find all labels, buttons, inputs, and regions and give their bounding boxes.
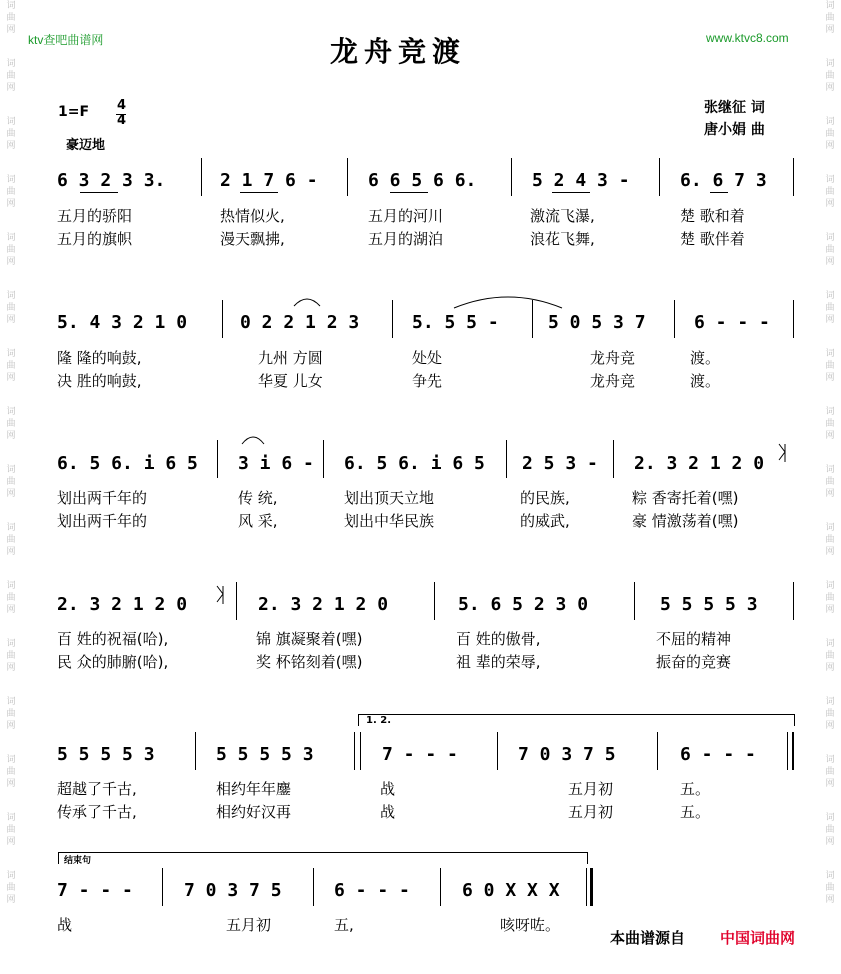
bar-line xyxy=(793,158,794,196)
watermark-text: 词 曲 网 xyxy=(825,581,835,615)
watermark-text: 词 曲 网 xyxy=(825,1,835,35)
lyric-line-1: 五月初 xyxy=(568,780,614,798)
lyric-line-1: 百 姓的祝福(哈), xyxy=(57,630,169,648)
measure-notes: 6. 5 6. i 6 5 xyxy=(344,453,485,474)
measure-notes: 3 i 6 - xyxy=(238,453,314,474)
watermark-text: 词 曲 网 xyxy=(6,1,16,35)
lyric-line-2: 五月初 xyxy=(568,803,614,821)
measure-notes: 5. 4 3 2 1 0 xyxy=(57,312,188,333)
lyric-line-2: 决 胜的响鼓, xyxy=(57,372,142,390)
watermark-text: 词 曲 网 xyxy=(6,59,16,93)
watermark-text: 词 曲 网 xyxy=(6,407,16,441)
watermark-text: 词 曲 网 xyxy=(6,349,16,383)
composer: 唐小娟 曲 xyxy=(704,122,765,138)
lyric-line-2: 战 xyxy=(380,803,396,821)
site-url-right[interactable]: www.ktvc8.com xyxy=(706,31,789,45)
volta-bracket-end xyxy=(794,714,795,726)
bar-line xyxy=(347,158,348,196)
bar-line xyxy=(659,158,660,196)
measure-notes: 6 3 2 3 3. xyxy=(57,170,166,191)
key-signature: 1=F xyxy=(58,104,90,120)
measure-notes: 6 - - - xyxy=(334,880,410,901)
beam xyxy=(80,192,118,193)
lyric-line-2: 浪花飞舞, xyxy=(530,230,595,248)
lyric-line-2: 风 采, xyxy=(238,512,278,530)
measure-notes: 5 5 5 5 3 xyxy=(57,744,155,765)
watermark-text: 词 曲 网 xyxy=(6,813,16,847)
measure-notes: 0 2 2 1 2 3 xyxy=(240,312,360,333)
bar-line xyxy=(354,732,355,770)
measure-notes: 6 - - - xyxy=(694,312,770,333)
final-bar-line xyxy=(792,732,794,770)
watermark-text: 词 曲 网 xyxy=(6,581,16,615)
lyric-line-1: 五。 xyxy=(680,780,711,798)
lyric-line-2: 龙舟竞 xyxy=(590,372,636,390)
ending-bracket-end xyxy=(587,852,588,864)
lyricist: 张继征 词 xyxy=(704,100,765,116)
lyric-line-1: 咳呀咗。 xyxy=(500,916,561,934)
lyric-line-1: 不屈的精神 xyxy=(656,630,732,648)
lyric-line-1: 楚 歌和着 xyxy=(680,207,745,225)
ending-bracket-start xyxy=(58,852,59,864)
watermark-text: 词 曲 网 xyxy=(825,175,835,209)
breath-mark-icon xyxy=(776,442,790,464)
measure-notes: 2. 3 2 1 2 0 xyxy=(258,594,389,615)
measure-notes: 5 2 4 3 - xyxy=(532,170,630,191)
lyric-line-2: 祖 辈的荣辱, xyxy=(456,653,541,671)
bar-line xyxy=(506,440,507,478)
bar-line xyxy=(634,582,635,620)
lyric-line-2: 的威武, xyxy=(520,512,570,530)
measure-notes: 7 0 3 7 5 xyxy=(518,744,616,765)
bar-line xyxy=(434,582,435,620)
left-watermark xyxy=(0,0,22,974)
lyric-line-2: 划出两千年的 xyxy=(57,512,148,530)
watermark-text: 词 曲 网 xyxy=(6,639,16,673)
site-name-left[interactable]: ktv查吧曲谱网 xyxy=(28,33,104,47)
measure-notes: 5 5 5 5 3 xyxy=(216,744,314,765)
measure-notes: 2. 3 2 1 2 0 xyxy=(57,594,188,615)
watermark-text: 词 曲 网 xyxy=(825,59,835,93)
lyric-line-2: 奖 杯铭刻着(嘿) xyxy=(256,653,363,671)
watermark-text: 词 曲 网 xyxy=(6,697,16,731)
measure-notes: 5. 5 5 - xyxy=(412,312,499,333)
measure-notes: 6 6 5 6 6. xyxy=(368,170,477,191)
lyric-line-2: 五。 xyxy=(680,803,711,821)
bar-line xyxy=(323,440,324,478)
watermark-text: 词 曲 网 xyxy=(6,117,16,151)
bar-line xyxy=(222,300,223,338)
measure-notes: 5 5 5 5 3 xyxy=(660,594,758,615)
watermark-text: 词 曲 网 xyxy=(825,871,835,905)
lyric-line-2: 五月的旗帜 xyxy=(57,230,133,248)
bar-line xyxy=(793,300,794,338)
bar-line xyxy=(236,582,237,620)
bar-line xyxy=(162,868,163,906)
measure-notes: 7 - - - xyxy=(57,880,133,901)
watermark-text: 词 曲 网 xyxy=(825,117,835,151)
watermark-text: 词 曲 网 xyxy=(825,407,835,441)
watermark-text: 词 曲 网 xyxy=(825,233,835,267)
lyric-line-1: 战 xyxy=(57,916,73,934)
watermark-text: 词 曲 网 xyxy=(825,639,835,673)
bar-line xyxy=(497,732,498,770)
lyric-line-1: 渡。 xyxy=(690,349,721,367)
bar-line xyxy=(313,868,314,906)
lyric-line-1: 粽 香寄托着(嘿) xyxy=(632,489,739,507)
lyric-line-2: 渡。 xyxy=(690,372,721,390)
bar-line xyxy=(440,868,441,906)
breath-mark-icon xyxy=(214,584,228,606)
lyric-line-2: 争先 xyxy=(412,372,443,390)
lyric-line-1: 的民族, xyxy=(520,489,570,507)
lyric-line-2: 振奋的竞赛 xyxy=(656,653,732,671)
lyric-line-2: 传承了千古, xyxy=(57,803,137,821)
measure-notes: 5. 6 5 2 3 0 xyxy=(458,594,589,615)
lyric-line-2: 民 众的肺腑(哈), xyxy=(57,653,169,671)
watermark-text: 词 曲 网 xyxy=(825,523,835,557)
lyric-line-1: 九州 方圆 xyxy=(258,349,323,367)
measure-notes: 5 0 5 3 7 xyxy=(548,312,646,333)
tie xyxy=(452,294,564,310)
measure-notes: 6. 5 6. i 6 5 xyxy=(57,453,198,474)
song-title: 龙舟竞渡 xyxy=(330,35,467,68)
bar-line xyxy=(787,732,788,770)
bar-line xyxy=(586,868,587,906)
ending-bracket xyxy=(58,852,588,853)
volta-label: 1. 2. xyxy=(366,715,391,726)
measure-notes: 6 - - - xyxy=(680,744,756,765)
watermark-text: 词 曲 网 xyxy=(6,175,16,209)
lyric-line-2: 五月的湖泊 xyxy=(368,230,444,248)
lyric-line-2: 华夏 儿女 xyxy=(258,372,323,390)
beam xyxy=(390,192,428,193)
ending-label: 结束句 xyxy=(64,856,92,866)
bar-line xyxy=(392,300,393,338)
lyric-line-1: 五月初 xyxy=(226,916,272,934)
measure-notes: 6. 6 7 3 xyxy=(680,170,767,191)
lyric-line-1: 相约年年鏖 xyxy=(216,780,292,798)
lyric-line-1: 百 姓的傲骨, xyxy=(456,630,541,648)
bar-line xyxy=(201,158,202,196)
lyric-line-1: 锦 旗凝聚着(嘿) xyxy=(256,630,363,648)
lyric-line-1: 五月的河川 xyxy=(368,207,444,225)
lyric-line-2: 划出中华民族 xyxy=(344,512,435,530)
volta-bracket xyxy=(358,714,795,715)
watermark-text: 词 曲 网 xyxy=(6,291,16,325)
watermark-text: 词 曲 网 xyxy=(6,755,16,789)
watermark-text: 词 曲 网 xyxy=(825,755,835,789)
watermark-text: 词 曲 网 xyxy=(825,697,835,731)
beam xyxy=(240,192,278,193)
bar-line xyxy=(793,582,794,620)
lyric-line-2: 漫天飘拂, xyxy=(220,230,285,248)
lyric-line-1: 战 xyxy=(380,780,396,798)
lyric-line-1: 五月的骄阳 xyxy=(57,207,133,225)
bar-line xyxy=(217,440,218,478)
watermark-text: 词 曲 网 xyxy=(6,465,16,499)
right-watermark xyxy=(819,0,841,974)
bar-line xyxy=(674,300,675,338)
tempo-marking: 豪迈地 xyxy=(66,138,106,153)
lyric-line-1: 五, xyxy=(334,916,354,934)
lyric-line-2: 豪 情激荡着(嘿) xyxy=(632,512,739,530)
bar-line xyxy=(657,732,658,770)
source-site-link[interactable]: 中国词曲网 xyxy=(720,929,796,947)
beam xyxy=(552,192,590,193)
watermark-text: 词 曲 网 xyxy=(6,523,16,557)
lyric-line-1: 划出顶天立地 xyxy=(344,489,435,507)
watermark-text: 词 曲 网 xyxy=(825,813,835,847)
time-signature-top: 4 xyxy=(117,98,127,113)
measure-notes: 6 0 X X X xyxy=(462,880,560,901)
lyric-line-1: 激流飞瀑, xyxy=(530,207,595,225)
lyric-line-1: 处处 xyxy=(412,349,443,367)
measure-notes: 7 0 3 7 5 xyxy=(184,880,282,901)
source-label: 本曲谱源自 xyxy=(610,929,686,947)
time-signature-bottom: 4 xyxy=(117,113,127,128)
bar-line xyxy=(195,732,196,770)
watermark-text: 词 曲 网 xyxy=(825,465,835,499)
slur xyxy=(292,294,322,308)
lyric-line-1: 龙舟竞 xyxy=(590,349,636,367)
lyric-line-2: 楚 歌伴着 xyxy=(680,230,745,248)
lyric-line-1: 超越了千古, xyxy=(57,780,137,798)
beam xyxy=(710,192,728,193)
measure-notes: 7 - - - xyxy=(382,744,458,765)
bar-line xyxy=(511,158,512,196)
bar-line xyxy=(360,732,361,770)
measure-notes: 2 1 7 6 - xyxy=(220,170,318,191)
watermark-text: 词 曲 网 xyxy=(825,349,835,383)
slur xyxy=(240,432,266,446)
lyric-line-1: 传 统, xyxy=(238,489,278,507)
measure-notes: 2 5 3 - xyxy=(522,453,598,474)
final-bar-line xyxy=(590,868,593,906)
bar-line xyxy=(613,440,614,478)
lyric-line-1: 划出两千年的 xyxy=(57,489,148,507)
measure-notes: 2. 3 2 1 2 0 xyxy=(634,453,765,474)
watermark-text: 词 曲 网 xyxy=(825,291,835,325)
lyric-line-2: 相约好汉再 xyxy=(216,803,292,821)
lyric-line-1: 热情似火, xyxy=(220,207,285,225)
volta-bracket-start xyxy=(358,714,359,726)
watermark-text: 词 曲 网 xyxy=(6,871,16,905)
watermark-text: 词 曲 网 xyxy=(6,233,16,267)
lyric-line-1: 隆 隆的响鼓, xyxy=(57,349,142,367)
